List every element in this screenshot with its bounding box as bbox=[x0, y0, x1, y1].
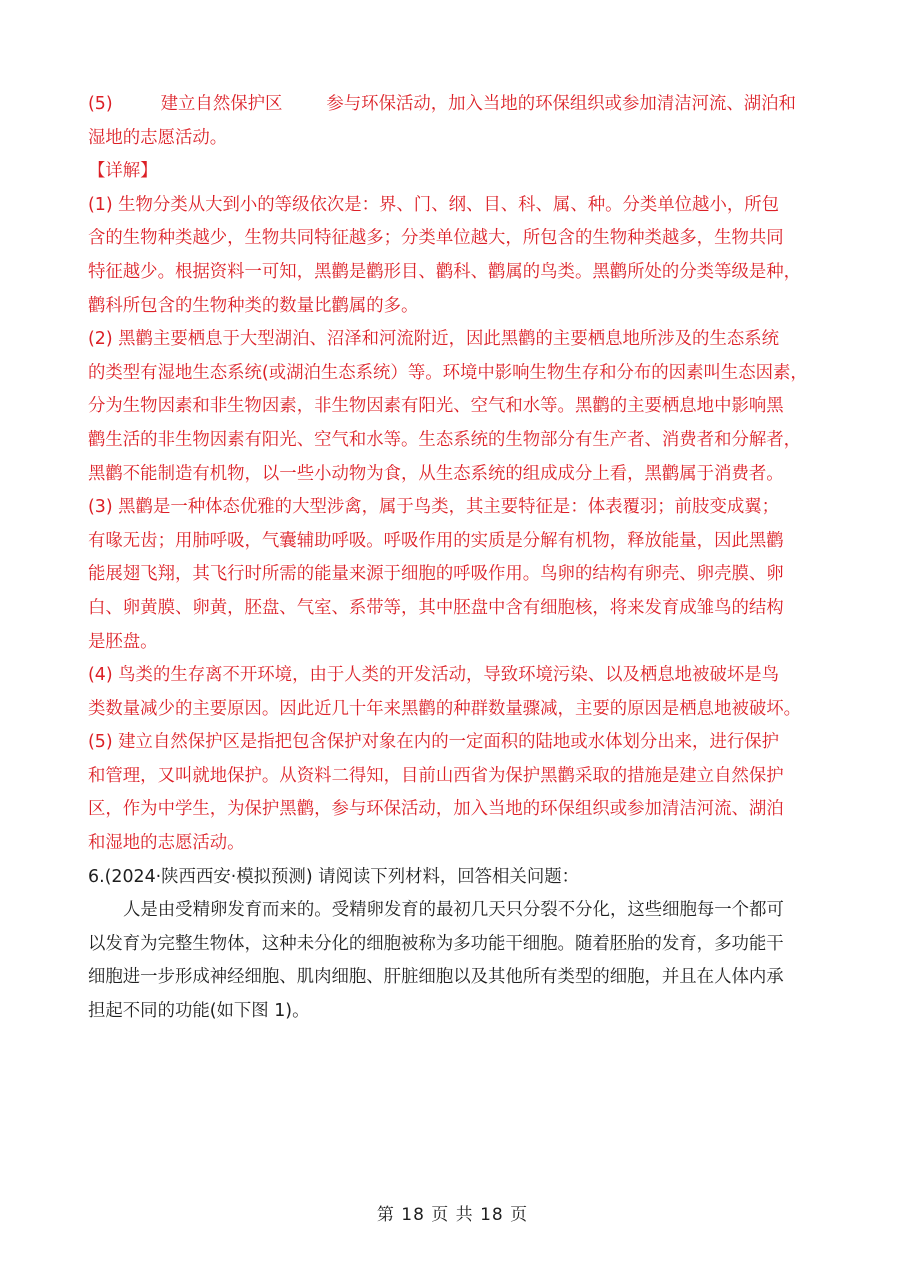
question-6-material-line: 以发育为完整生物体，这种未分化的细胞被称为多功能干细胞。随着胚胎的发育，多功能干 bbox=[88, 933, 784, 954]
detail-line: (1) 生物分类从大到小的等级依次是：界、门、纲、目、科、属、种。分类单位越小，所包 bbox=[88, 194, 780, 215]
question-6-material-line: 人是由受精卵发育而来的。受精卵发育的最初几天只分裂不分化，这些细胞每一个都可 bbox=[123, 900, 784, 921]
question-6-stem: 6.(2024·陕西西安·模拟预测) 请阅读下列材料，回答相关问题： bbox=[88, 866, 579, 887]
detail-line: (2) 黑鹳主要栖息于大型湖泊、沼泽和河流附近，因此黑鹳的主要栖息地所涉及的生态系统 bbox=[88, 329, 780, 350]
question-6-material-line: 担起不同的功能(如下图 1)。 bbox=[88, 1001, 310, 1022]
page-number-footer: 第 18 页 共 18 页 bbox=[376, 1205, 529, 1225]
answer-5-line-2: 湿地的志愿活动。 bbox=[88, 127, 228, 148]
detail-line: 和湿地的志愿活动。 bbox=[88, 833, 245, 854]
detail-line: (5) 建立自然保护区是指把包含保护对象在内的一定面积的陆地或水体划分出来，进行保护 bbox=[88, 732, 780, 753]
detail-line: 和管理，又叫就地保护。从资料二得知，目前山西省为保护黑鹳采取的措施是建立自然保护 bbox=[88, 765, 784, 786]
detail-heading: 【详解】 bbox=[88, 161, 158, 182]
detail-line: 白、卵黄膜、卵黄，胚盘、气室、系带等，其中胚盘中含有细胞核，将来发育成雏鸟的结构 bbox=[88, 597, 784, 618]
detail-line: 是胚盘。 bbox=[88, 631, 158, 652]
detail-line: 特征越少。根据资料一可知，黑鹳是鹳形目、鹳科、鹳属的鸟类。黑鹳所处的分类等级是种， bbox=[88, 261, 802, 282]
detail-line: 的类型有湿地生态系统(或湖泊生态系统）等。环境中影响生物生存和分布的因素叫生态因素， bbox=[88, 362, 808, 383]
answer-5-label: (5) bbox=[88, 94, 113, 114]
answer-5-blank-2: 参与环保活动，加入当地的环保组织或参加清洁河流、湖泊和 bbox=[326, 94, 796, 114]
detail-line: 黑鹳不能制造有机物，以一些小动物为食，从生态系统的组成成分上看，黑鹳属于消费者。 bbox=[88, 463, 784, 484]
detail-line: (3) 黑鹳是一种体态优雅的大型涉禽，属于鸟类，其主要特征是：体表覆羽；前肢变成翼； bbox=[88, 497, 780, 518]
answer-5-blank-1: 建立自然保护区 bbox=[160, 94, 283, 114]
question-6-material-line: 细胞进一步形成神经细胞、肌肉细胞、肝脏细胞以及其他所有类型的细胞，并且在人体内承 bbox=[88, 967, 784, 988]
detail-line: 鹳生活的非生物因素有阳光、空气和水等。生态系统的生物部分有生产者、消费者和分解者， bbox=[88, 429, 802, 450]
detail-line: 有喙无齿；用肺呼吸，气囊辅助呼吸。呼吸作用的实质是分解有机物，释放能量，因此黑鹳 bbox=[88, 530, 784, 551]
detail-line: 分为生物因素和非生物因素，非生物因素有阳光、空气和水等。黑鹳的主要栖息地中影响黑 bbox=[88, 396, 784, 417]
page-content bbox=[88, 88, 823, 1029]
detail-line: 类数量减少的主要原因。因此近几十年来黑鹳的种群数量骤减，主要的原因是栖息地被破坏。 bbox=[88, 698, 802, 719]
detail-line: 含的生物种类越少，生物共同特征越多；分类单位越大，所包含的生物种类越多，生物共同 bbox=[88, 228, 784, 249]
detail-line: 能展翅飞翔，其飞行时所需的能量来源于细胞的呼吸作用。鸟卵的结构有卵壳、卵壳膜、卵 bbox=[88, 564, 784, 585]
detail-line: (4) 鸟类的生存离不开环境，由于人类的开发活动，导致环境污染、以及栖息地被破坏是鸟 bbox=[88, 665, 780, 686]
detail-line: 区，作为中学生，为保护黑鹳，参与环保活动，加入当地的环保组织或参加清洁河流、湖泊 bbox=[88, 799, 784, 820]
answer-5-line-1 bbox=[88, 88, 823, 122]
detail-line: 鹳科所包含的生物种类的数量比鹳属的多。 bbox=[88, 295, 419, 316]
